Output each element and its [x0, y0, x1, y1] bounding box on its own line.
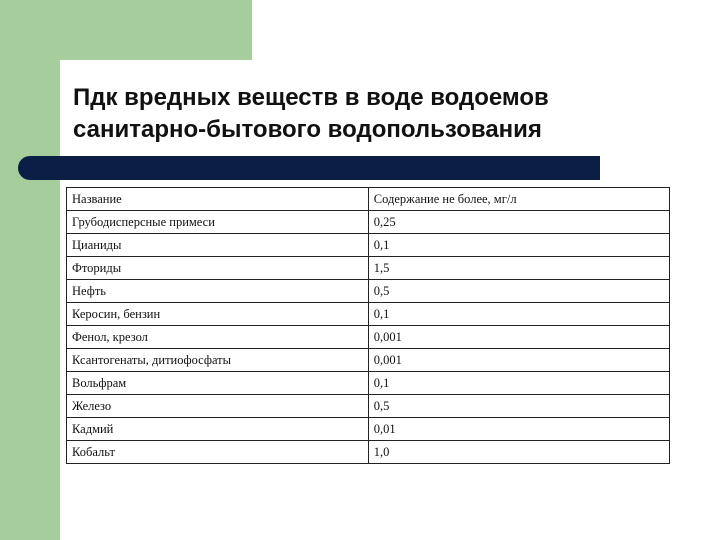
header-name-cell: Название — [67, 188, 369, 211]
substance-cell: Кобальт — [67, 441, 369, 464]
concentration-cell: 1,5 — [368, 257, 669, 280]
table-row — [67, 326, 670, 349]
concentration-cell: 0,001 — [368, 326, 669, 349]
substance-cell: Ксантогенаты, дитиофосфаты — [67, 349, 369, 372]
concentration-cell: 0,5 — [368, 280, 669, 303]
substance-cell: Фенол, крезол — [67, 326, 369, 349]
table-row — [67, 372, 670, 395]
table-row — [67, 303, 670, 326]
table-row — [67, 395, 670, 418]
concentration-cell: 0,25 — [368, 211, 669, 234]
concentration-cell: 0,1 — [368, 372, 669, 395]
substance-cell: Вольфрам — [67, 372, 369, 395]
substance-cell: Нефть — [67, 280, 369, 303]
slide-title — [73, 82, 693, 146]
concentration-cell: 0,1 — [368, 303, 669, 326]
table-row — [67, 441, 670, 464]
table-row — [67, 280, 670, 303]
concentration-cell: 0,01 — [368, 418, 669, 441]
table-row — [67, 418, 670, 441]
top-green-band — [60, 0, 252, 60]
table-row — [67, 349, 670, 372]
concentration-cell: 1,0 — [368, 441, 669, 464]
substance-cell: Железо — [67, 395, 369, 418]
concentration-cell: 0,1 — [368, 234, 669, 257]
substance-cell: Кадмий — [67, 418, 369, 441]
title-underline-bar — [18, 156, 600, 180]
substance-cell: Керосин, бензин — [67, 303, 369, 326]
table-row — [67, 257, 670, 280]
substance-cell: Фториды — [67, 257, 369, 280]
concentration-cell: 0,5 — [368, 395, 669, 418]
slide-title-line-1: Пдк вредных веществ в воде водоемов — [73, 84, 549, 111]
left-green-band — [0, 0, 60, 540]
slide-title-line-2: санитарно-бытового водопользования — [73, 116, 542, 143]
pdk-table — [66, 187, 670, 464]
table-header-row — [67, 188, 670, 211]
table-row — [67, 211, 670, 234]
substance-cell: Цианиды — [67, 234, 369, 257]
substance-cell: Грубодисперсные примеси — [67, 211, 369, 234]
header-value-cell: Содержание не более, мг/л — [368, 188, 669, 211]
table-row — [67, 234, 670, 257]
concentration-cell: 0,001 — [368, 349, 669, 372]
